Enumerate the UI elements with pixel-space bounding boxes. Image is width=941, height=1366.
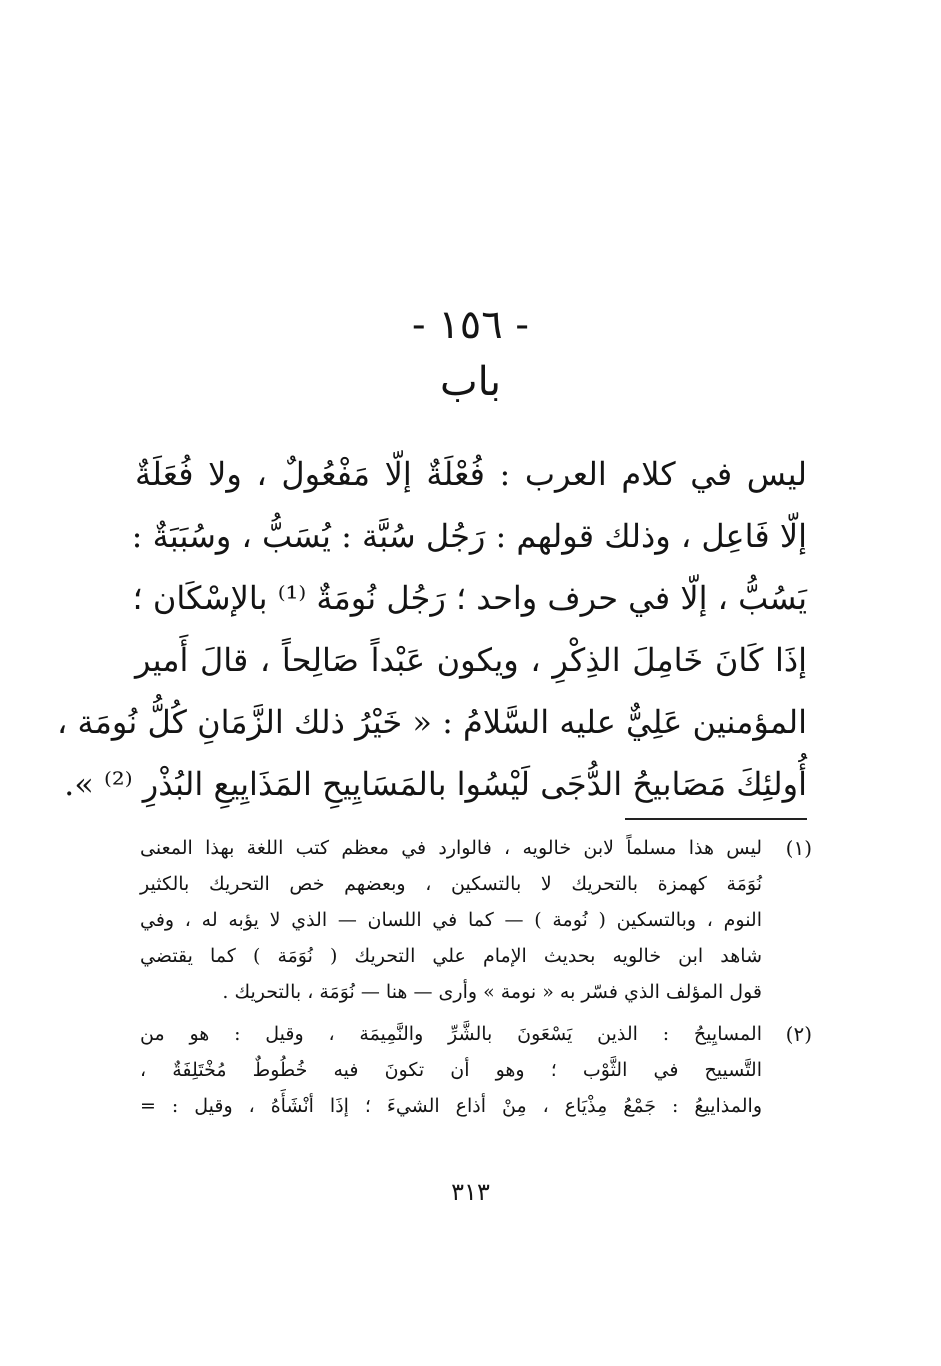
footnote-line: والمذاييعُ : جَمْعُ مِذْيَاع ، مِنْ أذاع الشيءَ ؛ إذَا أنْشَأَهُ ، وقيل : = xyxy=(140,1095,762,1117)
footnotes xyxy=(140,830,812,1124)
footnote-line: قول المؤلف الذي فسّر به « نومة » وأرى — هنا — نُوَمَة ، بالتحريك . xyxy=(222,981,762,1003)
section-number: - ١٥٦ - xyxy=(412,302,529,348)
footnote-line: شاهد ابن خالويه بحديث الإمام علي التحريك ( نُوَمَة ) كما يقتضي xyxy=(140,945,762,967)
footnote-line: المسايِيحُ : الذين يَسْعَونَ بالشَّرِّ والنَّمِيمَة ، وقيل : هو من xyxy=(140,1023,762,1045)
text-line: إلّا فَاعِل ، وذلك قولهم : رَجُل سُبَّة : يُسَبُّ ، وسُبَبَةٌ : xyxy=(131,517,807,555)
text-line: إذَا كَانَ خَامِلَ الذِكْرِ ، ويكون عَبْداً صَالِحاً ، قالَ أَمير xyxy=(135,641,808,679)
footnote-1 xyxy=(140,830,812,1010)
footnote-line: التَّسييح في الثَّوْب ؛ وهو أن تكونَ فيه خُطُوطٌ مُخْتَلِفَةٌ ، xyxy=(140,1059,762,1081)
main-text xyxy=(57,443,808,815)
footnote-marker: (٢) xyxy=(785,1022,812,1046)
section-title: باب xyxy=(440,359,501,405)
footnote-line: النوم ، وبالتسكين ( نُومة ) — كما في اللسان — الذي لا يؤبه له ، وفي xyxy=(140,909,762,931)
text-line: أُولئِكَ مَصَابيحُ الدُّجَى لَيْسُوا بالمَسَايِيحِ المَذَايِيعِ البُذْرِ ⁽²⁾ ». xyxy=(64,765,807,803)
footnote-line: ليس هذا مسلماً لابن خالويه ، فالوارد في معظم كتب اللغة بهذا المعنى xyxy=(140,837,762,859)
footnote-2 xyxy=(140,1016,812,1124)
text-line: يَسُبُّ ، إلّا في حرف واحد ؛ رَجُل نُومَةٌ ⁽¹⁾ بالإسْكَان ؛ xyxy=(132,579,807,617)
footnote-line: نُوَمَة كهمزة بالتحريك لا بالتسكين ، وبعضهم خص التحريك بالكثير xyxy=(140,873,762,895)
text-line: المؤمنين عَلِيٌّ عليه السَّلامُ : « خَيْرُ ذلك الزَّمَانِ كُلُّ نُومَة ، xyxy=(57,703,807,741)
page-number: ٣١٣ xyxy=(451,1178,490,1206)
footnote-separator xyxy=(625,818,807,820)
footnote-marker: (١) xyxy=(785,836,812,860)
text-line: ليس في كلام العرب : فُعْلَةٌ إلّا مَفْعُولٌ ، ولا فُعَلَةٌ xyxy=(135,455,807,493)
